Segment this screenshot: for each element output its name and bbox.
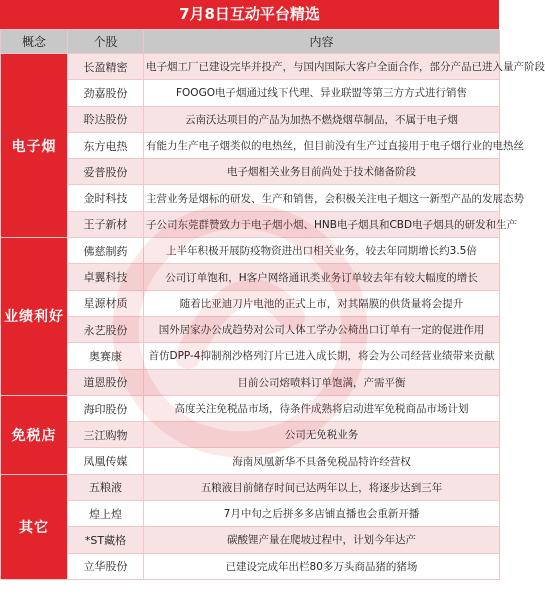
- stock-name-cell: 星源材质: [68, 290, 144, 316]
- table-row: [1, 106, 500, 132]
- category-cell: 电子烟: [1, 54, 68, 238]
- table-row: [1, 474, 500, 500]
- content-cell: 高度关注免税品市场，待条件成熟将启动进军免税商品市场计划: [144, 395, 500, 421]
- content-cell: 电子烟相关业务目前尚处于技术储备阶段: [144, 159, 500, 185]
- content-cell: 首仿DPP-4抑制剂沙格列汀片已进入成长期，将会为公司经营业绩带来贡献: [144, 343, 500, 369]
- table-row: [1, 290, 500, 316]
- header-content: 内容: [144, 30, 500, 54]
- stock-name-cell: 海印股份: [68, 395, 144, 421]
- table-row: [1, 527, 500, 553]
- table-row: [1, 159, 500, 185]
- stock-name-cell: 永艺股份: [68, 316, 144, 342]
- table-row: [1, 316, 500, 342]
- content-cell: 已建设完成年出栏80多万头商品猪的猪场: [144, 553, 500, 579]
- table-row: [1, 395, 500, 421]
- stock-name-cell: 东方电热: [68, 132, 144, 158]
- table-row: [1, 132, 500, 158]
- content-cell: 电子烟工厂已建设完毕并投产，与国内国际大客户全面合作，部分产品已进入量产阶段: [144, 54, 500, 80]
- content-cell: 碳酸锂产量在爬坡过程中，计划今年达产: [144, 527, 500, 553]
- category-cell: 业绩利好: [1, 238, 68, 396]
- table-body: [1, 54, 545, 580]
- page-title: 7月8日互动平台精选: [0, 0, 499, 29]
- content-cell: 五粮液目前储存时间已达两年以上，将逐步达到三年: [144, 474, 500, 500]
- content-cell: 公司订单饱和，H客户网络通讯类业务订单较去年有较大幅度的增长: [144, 264, 500, 290]
- table-row: [1, 369, 500, 395]
- stock-name-cell: 爱普股份: [68, 159, 144, 185]
- stock-name-cell: 三江购物: [68, 422, 144, 448]
- table-row: [1, 422, 500, 448]
- content-cell: 云南沃达项目的产品为加热不燃烧烟草制品，不属于电子烟: [144, 106, 500, 132]
- stock-name-cell: 王子新材: [68, 211, 144, 237]
- stock-name-cell: 立华股份: [68, 553, 144, 579]
- table-row: [1, 80, 500, 106]
- table-row: [1, 54, 500, 80]
- content-cell: 随着比亚迪刀片电池的正式上市，对其隔膜的供货量将会提升: [144, 290, 500, 316]
- header-stock: 个股: [68, 30, 144, 54]
- content-cell: 主营业务是烟标的研发、生产和销售，会积极关注电子烟这一新型产品的发展态势: [144, 185, 500, 211]
- content-cell: 公司无免税业务: [144, 422, 500, 448]
- content-cell: 有能力生产电子烟类似的电热丝，但目前没有生产过直接用于电子烟行业的电热丝: [144, 132, 500, 158]
- table-header-row: [1, 30, 500, 54]
- content-cell: 海南凤凰新华不具备免税品特许经营权: [144, 448, 500, 474]
- stock-name-cell: 劲嘉股份: [68, 80, 144, 106]
- stock-name-cell: *ST藏格: [68, 527, 144, 553]
- stock-name-cell: 聆达股份: [68, 106, 144, 132]
- content-cell: 上半年积极开展防疫物资进出口相关业务，较去年同期增长约3.5倍: [144, 238, 500, 264]
- selection-table: [0, 29, 545, 580]
- table-row: [1, 501, 500, 527]
- stock-name-cell: 五粮液: [68, 474, 144, 500]
- content-cell: FOOGO电子烟通过线下代理、异业联盟等第三方方式进行销售: [144, 80, 500, 106]
- stock-name-cell: 煌上煌: [68, 501, 144, 527]
- content-cell: 子公司东莞群赞致力于电子烟小烟、HNB电子烟具和CBD电子烟具的研发和生产: [144, 211, 500, 237]
- stock-name-cell: 长盈精密: [68, 54, 144, 80]
- table-row: [1, 553, 500, 579]
- header-concept: 概念: [1, 30, 68, 54]
- category-cell: 免税店: [1, 395, 68, 474]
- stock-name-cell: 佛慈制药: [68, 238, 144, 264]
- table-row: [1, 185, 500, 211]
- stock-name-cell: 金时科技: [68, 185, 144, 211]
- table-row: [1, 211, 500, 237]
- table-row: [1, 448, 500, 474]
- stock-name-cell: 奥赛康: [68, 343, 144, 369]
- stock-name-cell: 卓翼科技: [68, 264, 144, 290]
- content-cell: 目前公司熔喷料订单饱满，产需平衡: [144, 369, 500, 395]
- stock-name-cell: 凤凰传媒: [68, 448, 144, 474]
- table-row: [1, 264, 500, 290]
- content-cell: 国外居家办公成趋势对公司人体工学办公椅出口订单有一定的促进作用: [144, 316, 500, 342]
- category-cell: 其它: [1, 474, 68, 579]
- content-cell: 7月中旬之后拼多多店铺直播也会重新开播: [144, 501, 500, 527]
- stock-name-cell: 道恩股份: [68, 369, 144, 395]
- table-row: [1, 238, 500, 264]
- table-row: [1, 343, 500, 369]
